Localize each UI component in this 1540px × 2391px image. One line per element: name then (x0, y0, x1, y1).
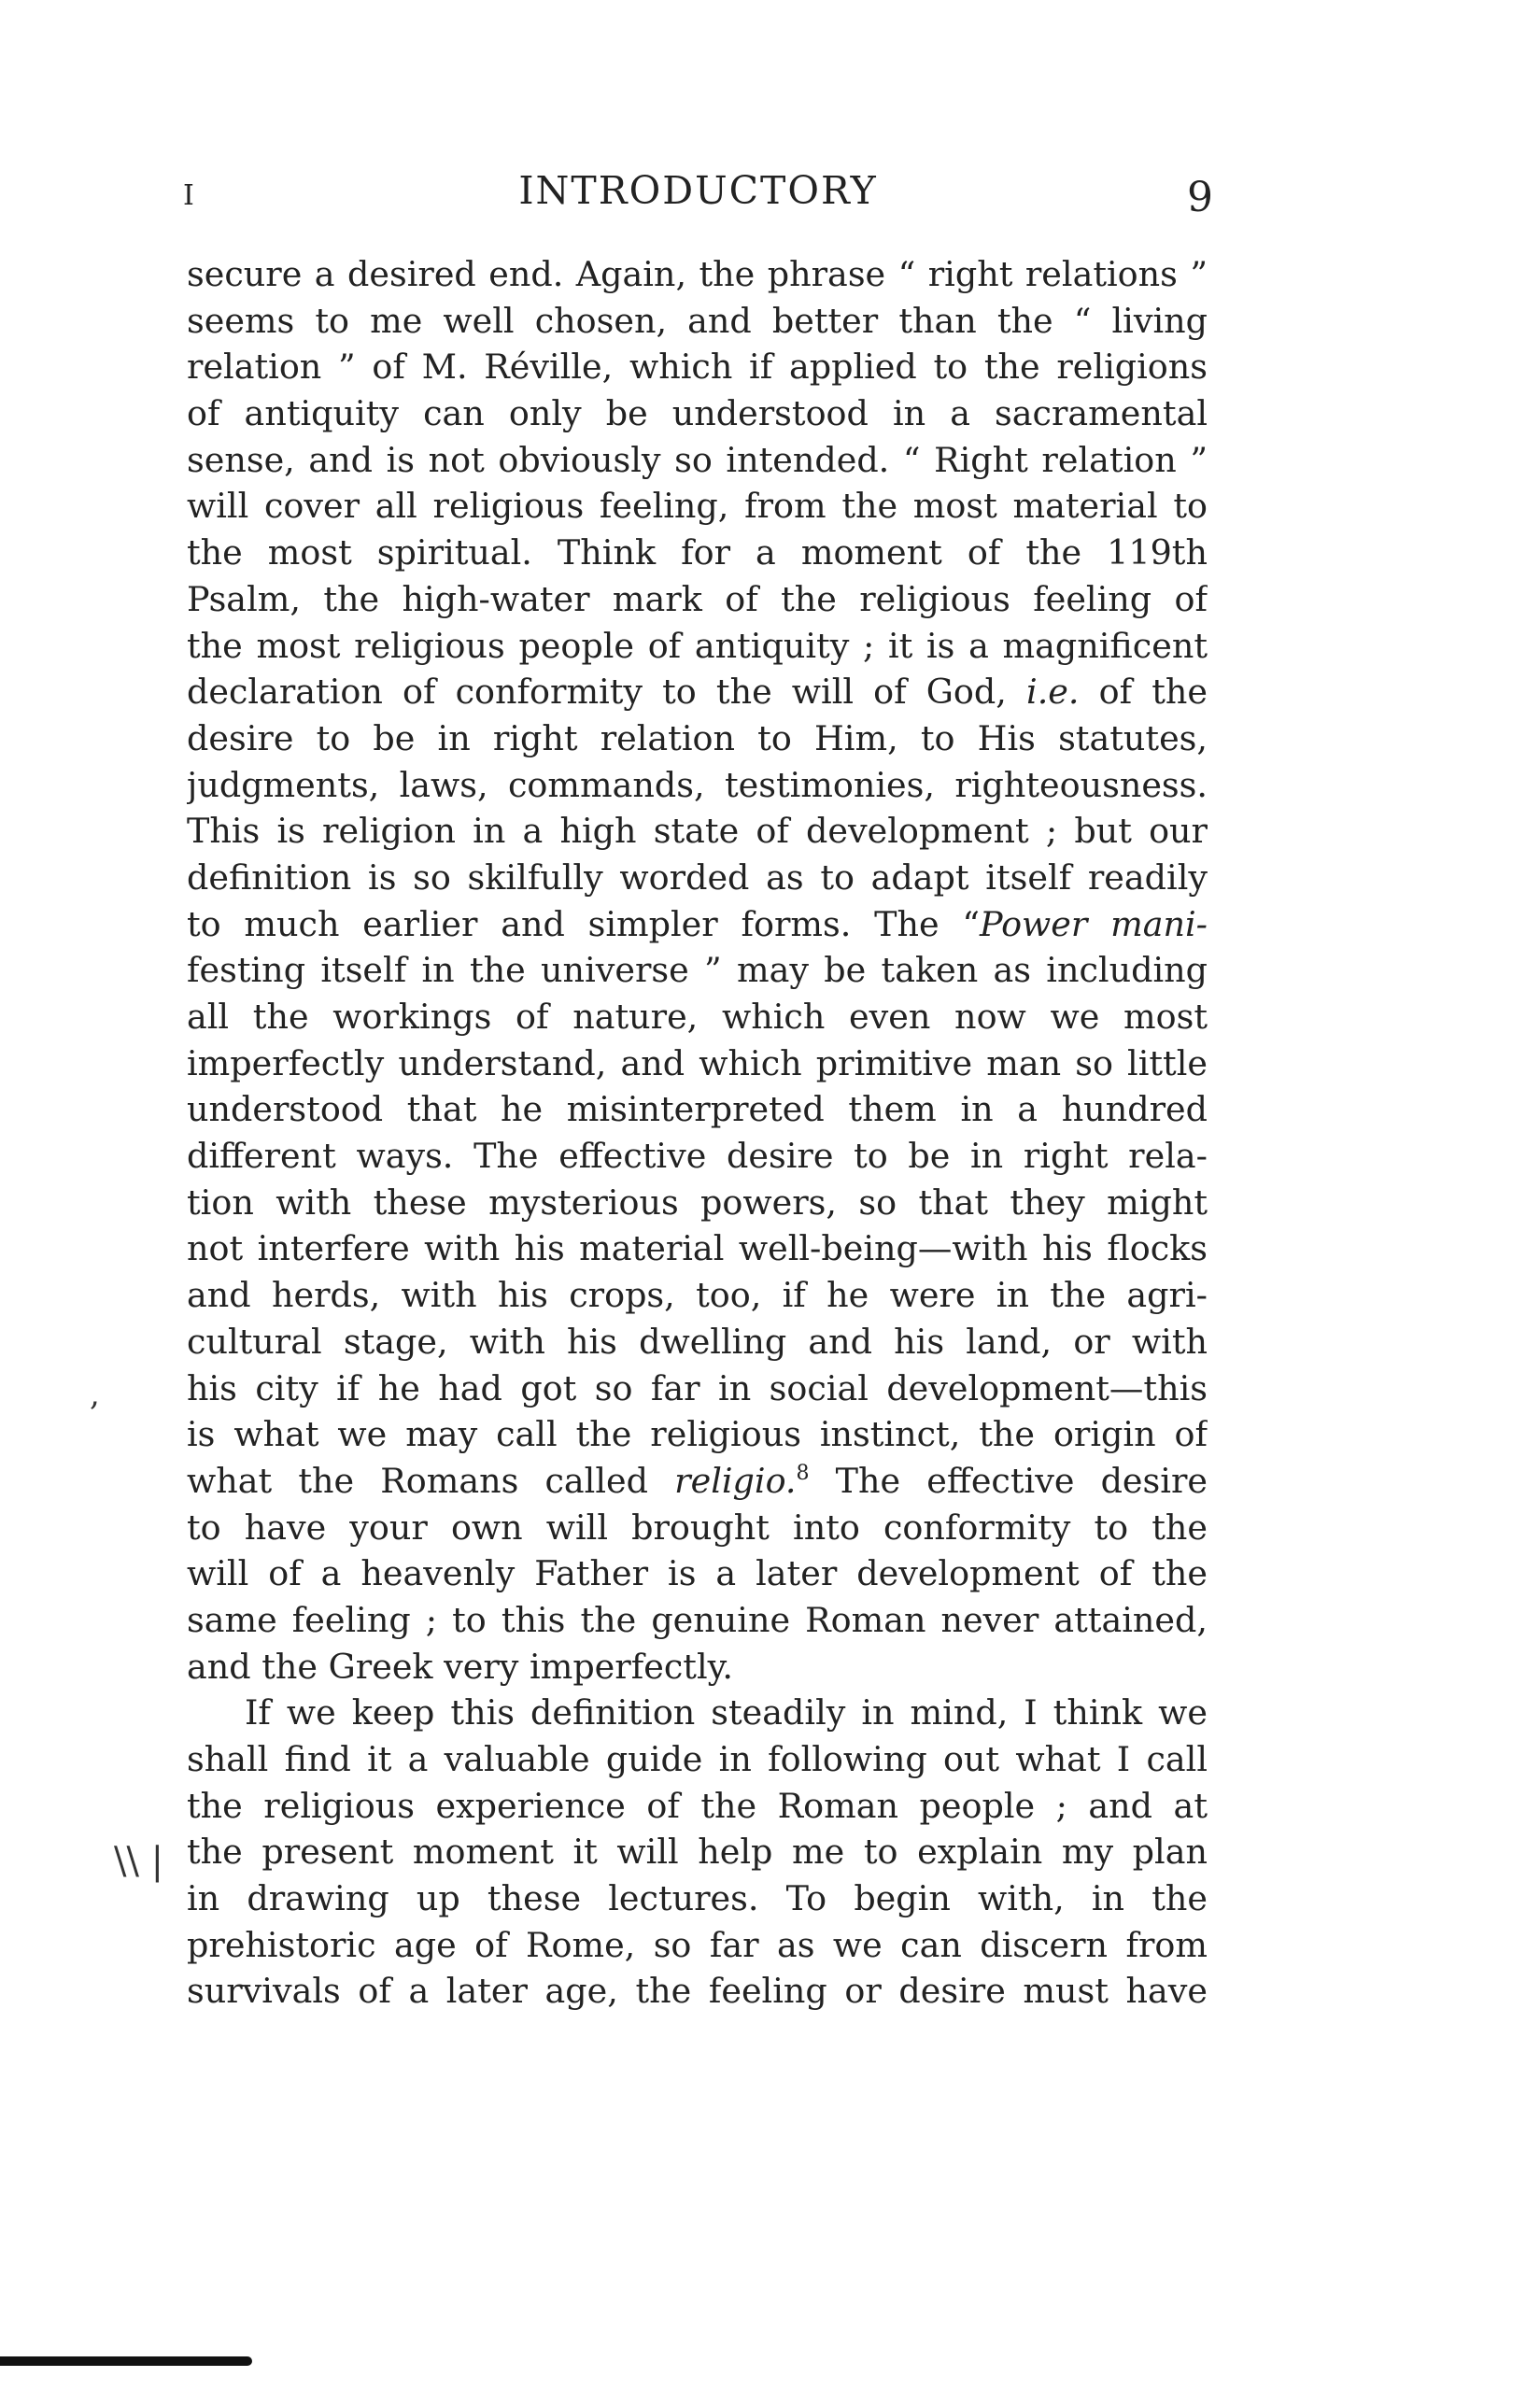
page-header (183, 168, 1213, 224)
text-line (187, 669, 1208, 715)
page-number: 9 (1187, 174, 1213, 221)
text-line: sense, and is not obviously so intended. “ Right relation ” (187, 439, 1208, 480)
scan-edge-shadow (0, 2356, 252, 2366)
text-line: cultural stage, with his dwelling and his land, or with (187, 1321, 1208, 1362)
text-line: Psalm, the high-water mark of the religious feeling of (187, 578, 1208, 619)
text-line (187, 901, 1208, 948)
text-line: This is religion in a high state of development ; but our (187, 811, 1208, 852)
text-line (187, 1458, 1208, 1505)
text-line: understood that he misinterpreted them in a hundred (187, 1089, 1208, 1130)
text-line: and the Greek very imperfectly. (187, 1646, 733, 1687)
text-line: of antiquity can only be understood in a sacramental (187, 393, 1208, 434)
text-line: judgments, laws, commands, testimonies, righteousness. (187, 764, 1208, 805)
text-line: different ways. The effective desire to be in right rela- (187, 1136, 1208, 1177)
text-segment: of the (1079, 672, 1208, 713)
text-line: the most religious people of antiquity ; it is a magnificent (187, 625, 1208, 666)
text-line: not interfere with his material well-being—with his flocks (187, 1228, 1208, 1269)
text-segment: The effective desire (809, 1460, 1208, 1501)
text-line: If we keep this definition steadily in mind, I think we (245, 1692, 1208, 1733)
italic-religio: religio. (674, 1460, 797, 1501)
text-line: definition is so skilfully worded as to adapt itself readily (187, 856, 1208, 898)
italic-ie: i.e. (1026, 672, 1080, 713)
text-line: seems to me well chosen, and better than the “ living (187, 300, 1208, 341)
text-segment: declaration of conformity to the will of God, (187, 672, 1007, 713)
text-line: tion with these mysterious powers, so that they might (187, 1181, 1208, 1223)
text-line: desire to be in right relation to Him, to His statutes, (187, 717, 1208, 758)
text-line: is what we may call the religious instinct, the origin of (187, 1414, 1208, 1455)
margin-pencil-mark: \\ | (114, 1840, 164, 1883)
text-line: relation ” of M. Réville, which if applied to the religions (187, 347, 1208, 388)
running-title: INTRODUCTORY (518, 168, 878, 213)
text-line: survivals of a later age, the feeling or desire must have (187, 1971, 1208, 2012)
text-line: secure a desired end. Again, the phrase “ right relations ” (187, 254, 1208, 294)
chapter-number: I (183, 179, 194, 212)
text-line: the present moment it will help me to explain my plan (187, 1832, 1208, 1873)
text-segment: to much earlier and simpler forms. The “ (187, 903, 980, 944)
text-line: to have your own will brought into conformity to the (187, 1507, 1208, 1548)
text-line: the most spiritual. Think for a moment of the 119th (187, 532, 1208, 573)
text-line: prehistoric age of Rome, so far as we can discern from (187, 1924, 1208, 1965)
text-line: all the workings of nature, which even now we most (187, 997, 1208, 1037)
text-line: imperfectly understand, and which primitive man so little (187, 1042, 1208, 1083)
italic-power-manifesting: Power mani- (980, 903, 1208, 944)
text-line: the religious experience of the Roman people ; and at (187, 1785, 1208, 1826)
text-line: will cover all religious feeling, from the most material to (187, 486, 1208, 527)
body-text (187, 251, 1208, 2015)
footnote-reference: 8 (796, 1461, 810, 1485)
text-line: his city if he had got so far in social development—this (187, 1367, 1208, 1408)
text-line: same feeling ; to this the genuine Roman never attained, (187, 1599, 1208, 1640)
margin-tick-mark: , (90, 1376, 100, 1413)
text-line: and herds, with his crops, too, if he were in the agri- (187, 1275, 1208, 1316)
text-segment: what the Romans called (187, 1460, 648, 1501)
text-line: in drawing up these lectures. To begin with, in the (187, 1878, 1208, 1919)
text-line: will of a heavenly Father is a later development of the (187, 1553, 1208, 1594)
text-line: festing itself in the universe ” may be taken as including (187, 950, 1208, 991)
text-line: shall find it a valuable guide in following out what I call (187, 1739, 1208, 1779)
